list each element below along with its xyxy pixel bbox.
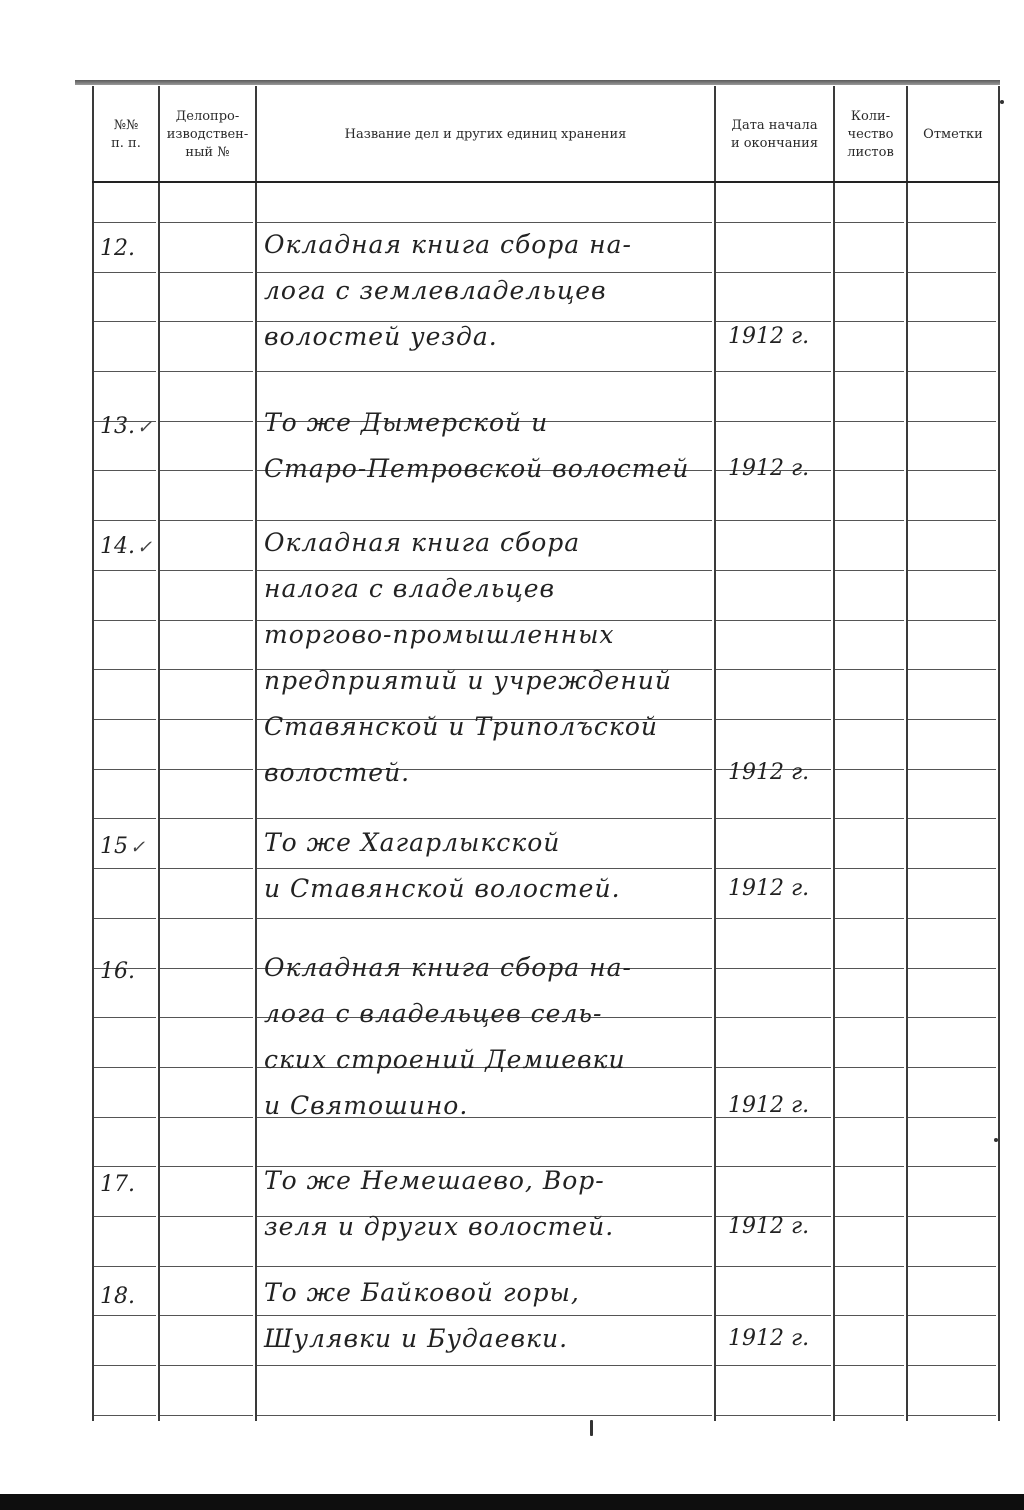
ruling-line bbox=[160, 570, 253, 571]
ruling-line bbox=[908, 1117, 996, 1118]
ruling-line bbox=[835, 968, 904, 969]
ruling-line bbox=[716, 868, 831, 869]
ruling-line bbox=[716, 1166, 831, 1167]
ruling-line bbox=[835, 371, 904, 372]
ruling-line bbox=[716, 620, 831, 621]
ink-speck bbox=[994, 1138, 998, 1142]
entry-number: 12. bbox=[100, 236, 135, 261]
ruling-line bbox=[94, 620, 156, 621]
ruling-line bbox=[257, 918, 712, 919]
column-divider bbox=[92, 86, 94, 1421]
ruling-line bbox=[160, 868, 253, 869]
column-divider bbox=[158, 86, 160, 1421]
ruling-line bbox=[160, 1067, 253, 1068]
ruling-line bbox=[94, 818, 156, 819]
ruling-line bbox=[908, 321, 996, 322]
ruling-line bbox=[160, 1216, 253, 1217]
ruling-line bbox=[908, 570, 996, 571]
entry-title-line: зеля и других волостей. bbox=[264, 1212, 615, 1241]
entry-title-line: Окладная книга сбора bbox=[264, 528, 581, 557]
ruling-line bbox=[908, 520, 996, 521]
ruling-line bbox=[716, 968, 831, 969]
ruling-line bbox=[835, 1017, 904, 1018]
ruling-line bbox=[94, 1166, 156, 1167]
column-divider bbox=[833, 86, 835, 1421]
ruling-line bbox=[716, 371, 831, 372]
entry-date: 1912 г. bbox=[728, 1326, 810, 1351]
ruling-line bbox=[257, 818, 712, 819]
check-mark-icon: ✓ bbox=[137, 417, 153, 438]
ruling-line bbox=[160, 421, 253, 422]
ruling-line bbox=[94, 769, 156, 770]
entry-number: 15 ✓ bbox=[100, 834, 146, 859]
ruling-line bbox=[835, 1315, 904, 1316]
header-number: №№ п. п. bbox=[111, 118, 141, 151]
entry-title-line: То же Хагарлыкской bbox=[264, 828, 561, 857]
ruling-line bbox=[716, 570, 831, 571]
ruling-line bbox=[835, 868, 904, 869]
ruling-line bbox=[716, 272, 831, 273]
ruling-line bbox=[94, 272, 156, 273]
column-divider bbox=[998, 86, 1000, 1421]
ruling-line bbox=[908, 222, 996, 223]
ruling-line bbox=[835, 1266, 904, 1267]
ruling-line bbox=[160, 1017, 253, 1018]
ruling-line bbox=[160, 1415, 253, 1416]
entry-number: 16. bbox=[100, 959, 135, 984]
ruling-line bbox=[160, 1117, 253, 1118]
ruling-line bbox=[908, 1266, 996, 1267]
ruling-line bbox=[908, 371, 996, 372]
ruling-line bbox=[257, 272, 712, 273]
ruling-line bbox=[908, 1365, 996, 1366]
ruling-line bbox=[257, 1415, 712, 1416]
ruling-line bbox=[257, 1315, 712, 1316]
ruling-line bbox=[94, 371, 156, 372]
ruling-line bbox=[257, 520, 712, 521]
ruling-line bbox=[94, 222, 156, 223]
ruling-line bbox=[835, 769, 904, 770]
ruling-line bbox=[835, 470, 904, 471]
entry-title-line: налога с владельцев bbox=[264, 574, 556, 603]
ruling-line bbox=[160, 371, 253, 372]
header-title: Название дел и других единиц хранения bbox=[344, 127, 627, 142]
ruling-line bbox=[908, 669, 996, 670]
entry-title-line: и Святошино. bbox=[264, 1091, 469, 1120]
ruling-line bbox=[908, 1166, 996, 1167]
ruling-line bbox=[835, 321, 904, 322]
ruling-line bbox=[94, 520, 156, 521]
top-rule bbox=[75, 80, 1000, 85]
entry-date: 1912 г. bbox=[728, 324, 810, 349]
entry-title-line: предприятий и учреждений bbox=[264, 666, 672, 695]
ruling-line bbox=[835, 222, 904, 223]
ruling-line bbox=[716, 1017, 831, 1018]
header-bottom-rule bbox=[92, 181, 1000, 183]
entry-date: 1912 г. bbox=[728, 1214, 810, 1239]
column-divider bbox=[255, 86, 257, 1421]
ruling-line bbox=[94, 1415, 156, 1416]
ruling-line bbox=[716, 1415, 831, 1416]
ruling-line bbox=[257, 222, 712, 223]
ruling-line bbox=[94, 1117, 156, 1118]
ruling-line bbox=[835, 1067, 904, 1068]
entry-title-line: Окладная книга сбора на- bbox=[264, 230, 632, 259]
ruling-line bbox=[160, 719, 253, 720]
ruling-line bbox=[908, 818, 996, 819]
entry-date: 1912 г. bbox=[728, 456, 810, 481]
ruling-line bbox=[160, 918, 253, 919]
ruling-line bbox=[94, 719, 156, 720]
entry-date: 1912 г. bbox=[728, 1093, 810, 1118]
ruling-line bbox=[160, 818, 253, 819]
entry-title-line: ских строений Демиевки bbox=[264, 1045, 626, 1074]
ruling-line bbox=[94, 321, 156, 322]
ruling-line bbox=[94, 918, 156, 919]
ruling-line bbox=[835, 918, 904, 919]
ruling-line bbox=[160, 222, 253, 223]
ruling-line bbox=[716, 321, 831, 322]
ruling-line bbox=[835, 520, 904, 521]
ruling-line bbox=[835, 818, 904, 819]
ruling-line bbox=[908, 918, 996, 919]
ruling-line bbox=[94, 868, 156, 869]
ruling-line bbox=[908, 719, 996, 720]
ruling-line bbox=[160, 470, 253, 471]
ruling-line bbox=[94, 1266, 156, 1267]
ruling-line bbox=[94, 1216, 156, 1217]
header-dates: Дата начала и окончания bbox=[730, 118, 819, 151]
entry-title-line: торгово-промышленных bbox=[264, 620, 615, 649]
entry-title-line: лога с землевладельцев bbox=[264, 276, 607, 305]
entry-title-line: То же Дымерской и bbox=[264, 408, 549, 437]
check-mark-icon: ✓ bbox=[137, 537, 153, 558]
ruling-line bbox=[257, 1365, 712, 1366]
check-mark-icon: ✓ bbox=[130, 837, 146, 858]
ruling-line bbox=[835, 719, 904, 720]
ruling-line bbox=[835, 1415, 904, 1416]
ruling-line bbox=[716, 1266, 831, 1267]
scan-edge bbox=[0, 1494, 1024, 1510]
column-divider bbox=[906, 86, 908, 1421]
ink-mark bbox=[590, 1420, 593, 1436]
entry-title-line: волостей уезда. bbox=[264, 322, 498, 351]
ruling-line bbox=[160, 1166, 253, 1167]
ruling-line bbox=[716, 222, 831, 223]
ruling-line bbox=[908, 421, 996, 422]
ruling-line bbox=[160, 1365, 253, 1366]
ruling-line bbox=[160, 968, 253, 969]
ruling-line bbox=[716, 669, 831, 670]
ruling-line bbox=[160, 620, 253, 621]
ruling-line bbox=[716, 818, 831, 819]
ruling-line bbox=[908, 1415, 996, 1416]
entry-title-line: Старо-Петровской волостей bbox=[264, 454, 690, 483]
ink-speck bbox=[1000, 100, 1004, 104]
ruling-line bbox=[160, 669, 253, 670]
entry-title-line: Шулявки и Будаевки. bbox=[264, 1324, 569, 1353]
entry-number: 17. bbox=[100, 1172, 135, 1197]
ruling-line bbox=[257, 1266, 712, 1267]
ruling-line bbox=[716, 918, 831, 919]
ruling-line bbox=[716, 1365, 831, 1366]
ruling-line bbox=[257, 868, 712, 869]
ruling-line bbox=[908, 769, 996, 770]
ruling-line bbox=[94, 1315, 156, 1316]
header-notes: Отметки bbox=[923, 127, 983, 142]
entry-title-line: Окладная книга сбора на- bbox=[264, 953, 632, 982]
ruling-line bbox=[835, 1117, 904, 1118]
ruling-line bbox=[716, 719, 831, 720]
ruling-line bbox=[835, 1216, 904, 1217]
entry-title-line: То же Байковой горы, bbox=[264, 1278, 580, 1307]
ruling-line bbox=[908, 1017, 996, 1018]
entry-number: 14. ✓ bbox=[100, 534, 153, 559]
ruling-line bbox=[94, 470, 156, 471]
ruling-line bbox=[716, 520, 831, 521]
ruling-line bbox=[160, 1315, 253, 1316]
ruling-line bbox=[908, 968, 996, 969]
ruling-line bbox=[835, 669, 904, 670]
ruling-line bbox=[716, 1315, 831, 1316]
ruling-line bbox=[835, 272, 904, 273]
header-office-number: Делопро- изводствен- ный № bbox=[166, 109, 249, 160]
ruling-line bbox=[835, 1166, 904, 1167]
entry-title-line: и Ставянской волостей. bbox=[264, 874, 621, 903]
entry-title-line: волостей. bbox=[264, 758, 411, 787]
ruling-line bbox=[94, 1067, 156, 1068]
entry-title-line: Ставянской и Триполъской bbox=[264, 712, 658, 741]
entry-title-line: То же Немешаево, Вор- bbox=[264, 1166, 605, 1195]
ruling-line bbox=[835, 620, 904, 621]
ruling-line bbox=[716, 1067, 831, 1068]
ruling-line bbox=[160, 1266, 253, 1267]
entry-number: 18. bbox=[100, 1284, 135, 1309]
ruling-line bbox=[835, 570, 904, 571]
ruling-line bbox=[908, 620, 996, 621]
ruling-line bbox=[257, 371, 712, 372]
ruling-line bbox=[716, 421, 831, 422]
ruling-line bbox=[160, 321, 253, 322]
entry-date: 1912 г. bbox=[728, 876, 810, 901]
ruling-line bbox=[94, 570, 156, 571]
ruling-line bbox=[94, 1365, 156, 1366]
ruling-line bbox=[160, 272, 253, 273]
ruling-line bbox=[835, 1365, 904, 1366]
ruling-line bbox=[257, 570, 712, 571]
entry-number: 13. ✓ bbox=[100, 414, 153, 439]
ruling-line bbox=[160, 520, 253, 521]
entry-title-line: лога с владельцев сель- bbox=[264, 999, 603, 1028]
ruling-line bbox=[94, 669, 156, 670]
header-sheet-count: Коли- чество листов bbox=[847, 109, 894, 160]
ruling-line bbox=[160, 769, 253, 770]
ruling-line bbox=[908, 868, 996, 869]
ruling-line bbox=[908, 272, 996, 273]
ruling-line bbox=[908, 470, 996, 471]
column-divider bbox=[714, 86, 716, 1421]
ruling-line bbox=[908, 1067, 996, 1068]
ruling-line bbox=[908, 1315, 996, 1316]
ruling-line bbox=[835, 421, 904, 422]
ruling-line bbox=[908, 1216, 996, 1217]
entry-date: 1912 г. bbox=[728, 760, 810, 785]
ruling-line bbox=[94, 1017, 156, 1018]
